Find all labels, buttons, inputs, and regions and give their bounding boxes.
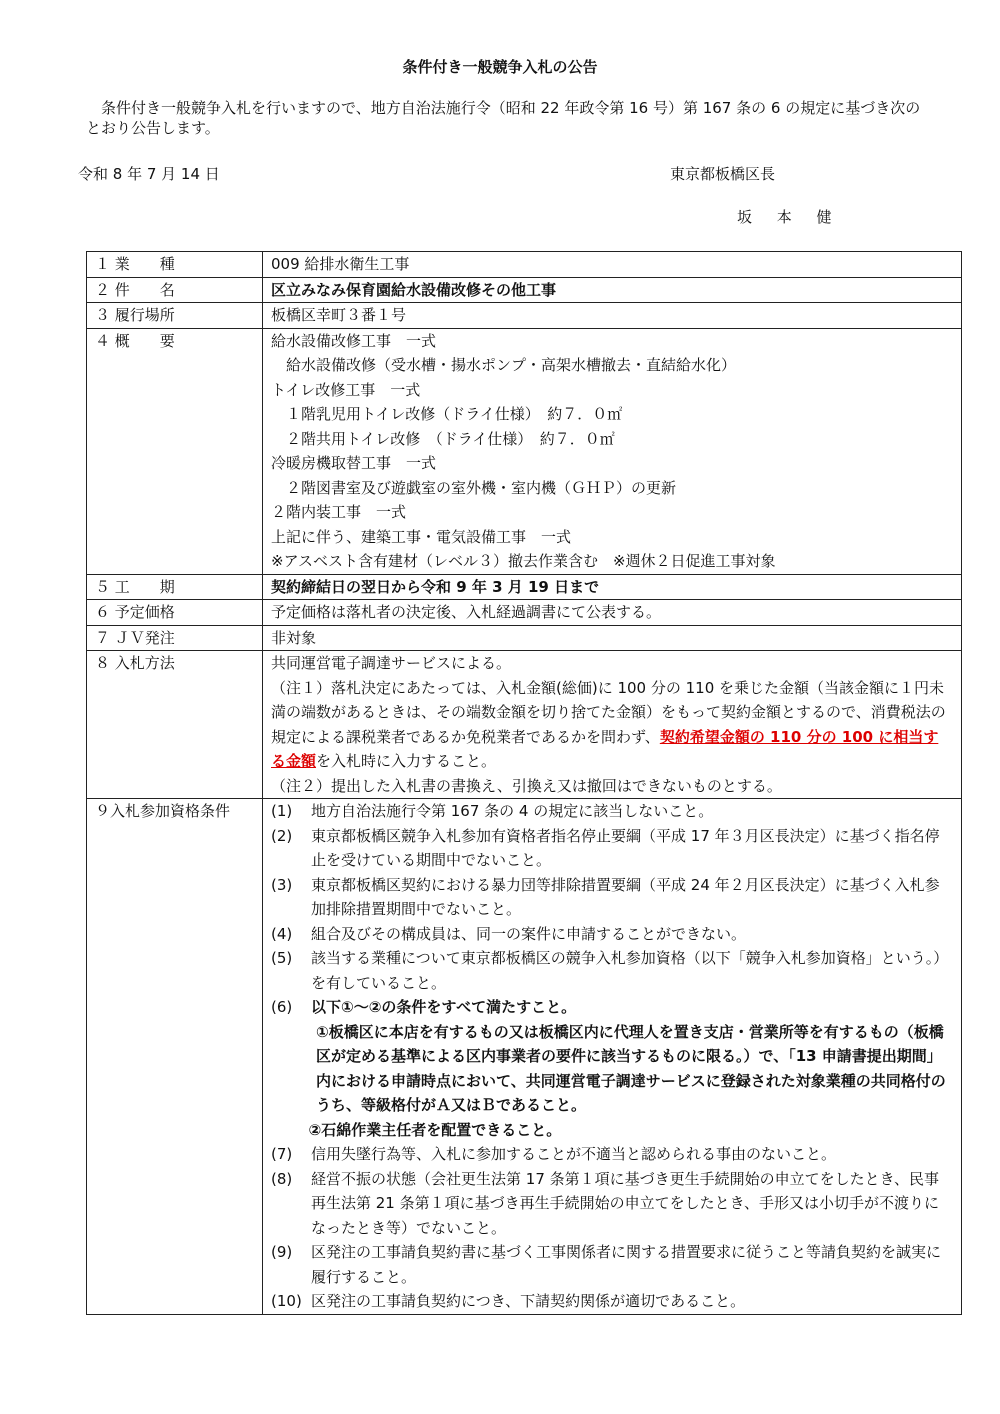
table-row: [87, 600, 962, 626]
row-label: ９入札参加資格条件: [87, 799, 263, 1315]
item-text: 経営不振の状態（会社更生法第 17 条第１項に基づき更生手続開始の申立てをしたとき、民事再生法第 21 条第１項に基づき再生手続開始の申立てをしたとき、手形又は小切手が不渡りになったとき等）でないこと。: [311, 1169, 940, 1237]
overview-line: 給水設備改修工事 一式: [271, 331, 437, 350]
table-row: [87, 651, 962, 799]
note-1-text: （注１）落札決定にあたっては、入札金額(総価)に 100 分の 110 を乗じた金額（当該金額に１円未満の端数があるときは、その端数金額を切り捨てた金額）をもって契約金額とするので、消費税法の規定による課税業者であるか免税業者であるかを問わず、: [271, 678, 946, 746]
item-number: (10): [271, 1292, 302, 1310]
item-text: 地方自治法施行令第 167 条の 4 の規定に該当しないこと。: [311, 802, 714, 820]
list-item: [271, 995, 953, 1020]
item-text: 区発注の工事請負契約書に基づく工事関係者に関する措置要求に従うこと等請負契約を誠実に履行すること。: [311, 1243, 942, 1286]
notice-date: 令和 8 年 7 月 14 日: [78, 165, 220, 183]
item-text: 東京都板橋区契約における暴力団等排除措置要綱（平成 24 年２月区長決定）に基づく入札参加排除措置期間中でないこと。: [311, 875, 940, 918]
table-row: [87, 303, 962, 329]
overview-line: 冷暖房機取替工事 一式: [271, 454, 437, 472]
list-item: [271, 922, 953, 947]
row-value: 予定価格は落札者の決定後、入札経過調書にて公表する。: [263, 600, 962, 626]
item-number: (3): [271, 875, 293, 894]
table-row: [87, 799, 962, 1315]
list-item: [271, 946, 953, 995]
overview-line: ※アスベスト含有建材（レベル３）撤去作業含む ※週休２日促進工事対象: [271, 552, 776, 570]
overview-line: ２階内装工事 一式: [271, 503, 407, 521]
note-1: [271, 676, 953, 774]
qualification-cell: [263, 799, 962, 1315]
bid-method-cell: [263, 651, 962, 799]
overview-line: 上記に伴う、建築工事・電気設備工事 一式: [271, 527, 572, 546]
table-row: [87, 574, 962, 600]
bid-method-line: 共同運営電子調達サービスによる。: [271, 654, 512, 672]
list-item: [271, 873, 953, 922]
item-text: 東京都板橋区競争入札参加有資格者指名停止要綱（平成 17 年３月区長決定）に基づく指名停止を受けている期間中でないこと。: [311, 826, 940, 869]
row-label: ３ 履行場所: [87, 303, 263, 329]
item-number: (4): [271, 924, 293, 943]
overview-line: ２階図書室及び遊戯室の室外機・室内機（ＧＨＰ）の更新: [286, 478, 677, 497]
item-number: (7): [271, 1145, 293, 1163]
row-value: 板橋区幸町３番１号: [263, 303, 962, 329]
item-text: 信用失墜行為等、入札に参加することが不適当と認められる事由のないこと。: [311, 1145, 837, 1163]
row-label: １ 業 種: [87, 252, 263, 278]
intro-paragraph: 条件付き一般競争入札を行いますので、地方自治法施行令（昭和 22 年政令第 16 号）第 167 条の 6 の規定に基づき次のとおり公告します。: [86, 99, 921, 137]
list-item: [271, 1240, 953, 1289]
row-value: 契約締結日の翌日から令和 9 年 3 月 19 日まで: [263, 574, 962, 600]
list-item: [271, 1167, 953, 1241]
row-label: ７ ＪＶ発注: [87, 625, 263, 651]
row-value: 009 給排水衛生工事: [263, 252, 962, 278]
overview-line: トイレ改修工事 一式: [271, 380, 421, 399]
list-item: [271, 1289, 953, 1314]
item-text: 区発注の工事請負契約につき、下請契約関係が適切であること。: [311, 1292, 746, 1310]
notice-title: 条件付き一般競争入札の公告: [402, 58, 598, 76]
overview-cell: [263, 328, 962, 574]
row-label: ６ 予定価格: [87, 600, 263, 626]
condition-2: ②石綿作業主任者を配置できること。: [308, 1120, 562, 1139]
item-number: (2): [271, 826, 293, 845]
overview-line: １階乳児用トイレ改修（ドライ仕様） 約７．０㎡: [286, 405, 623, 423]
item-text: 以下①～②の条件をすべて満たすこと。: [311, 998, 577, 1016]
item-text: 該当する業種について東京都板橋区の競争入札参加資格（以下「競争入札参加資格」という。）を有していること。: [311, 949, 949, 992]
list-item: [271, 1142, 953, 1167]
table-row: [87, 277, 962, 303]
item-number: (8): [271, 1169, 293, 1188]
issuer-name: 坂 本 健: [737, 208, 842, 226]
row-value: 区立みなみ保育園給水設備改修その他工事: [263, 277, 962, 303]
row-label: ２ 件 名: [87, 277, 263, 303]
condition-1: ①板橋区に本店を有するもの又は板橋区内に代理人を置き支店・営業所等を有するもの（板橋区が定める基準による区内事業者の要件に該当するものに限る。）で、「13 申請書提出期間」内における申請時点において、共同運営電子調達サービスに登録された対象業種の共同格付のうち、等級格付がＡ又はＢであること。: [316, 1022, 946, 1114]
row-label: ４ 概 要: [87, 328, 263, 574]
row-value: 非対象: [263, 625, 962, 651]
list-item: [271, 824, 953, 873]
table-row: [87, 625, 962, 651]
item-number: (6): [271, 998, 293, 1016]
list-item: [271, 799, 953, 824]
item-number: (9): [271, 1243, 293, 1261]
item-number: (1): [271, 802, 293, 820]
item-number: (5): [271, 949, 293, 967]
notice-table: [86, 251, 962, 1315]
overview-line: 給水設備改修（受水槽・揚水ポンプ・高架水槽撤去・直結給水化）: [286, 356, 737, 374]
table-row: [87, 328, 962, 574]
issuer-title: 東京都板橋区長: [670, 165, 776, 183]
note-1-highlight: 契約希望金額の 110 分の 100 に相当する金額: [271, 727, 939, 770]
table-row: [87, 252, 962, 278]
note-2: （注２）提出した入札書の書換え、引換え又は撤回はできないものとする。: [271, 776, 782, 795]
row-label: ８ 入札方法: [87, 651, 263, 799]
overview-line: ２階共用トイレ改修 （ドライ仕様） 約７．０㎡: [286, 429, 615, 448]
note-1-tail: を入札時に入力すること。: [316, 752, 497, 770]
row-label: ５ 工 期: [87, 574, 263, 600]
item-text: 組合及びその構成員は、同一の案件に申請することができない。: [311, 924, 747, 943]
